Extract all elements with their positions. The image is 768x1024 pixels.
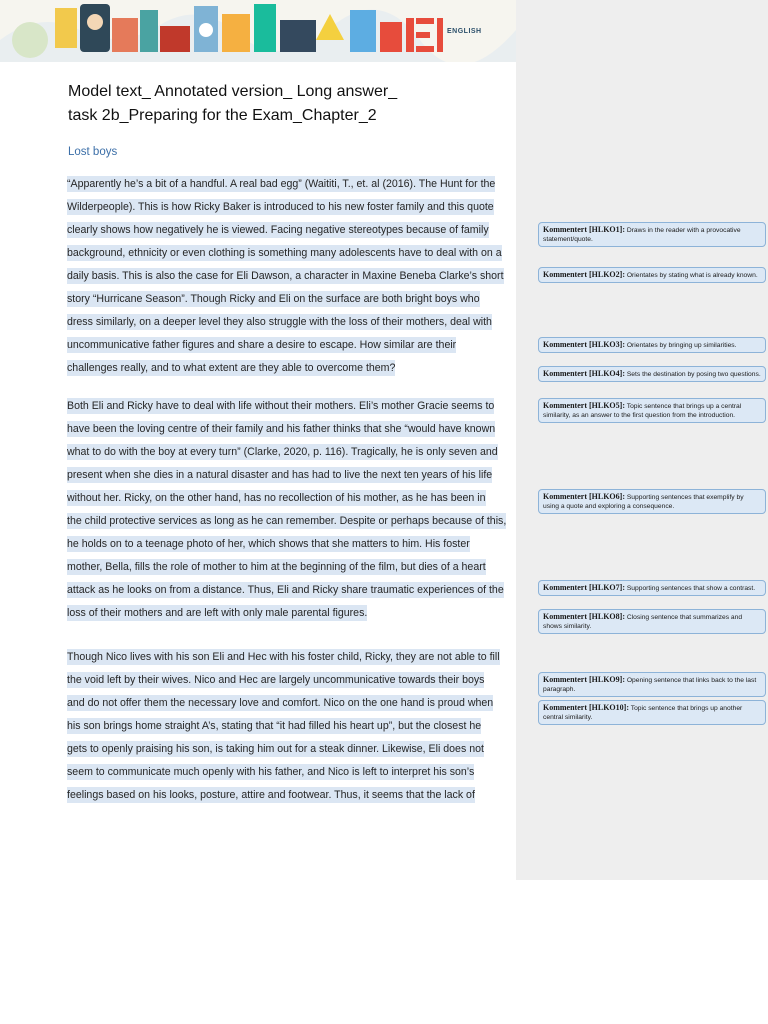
text-line: the void left by their wives. Nico and Hec are largely uncommunicative towards their boys (67, 674, 485, 686)
text-line: “Apparently he’s a bit of a handful. A real bad egg” (Waititi, T., et. al (2016). The Hunt for the (67, 178, 496, 190)
text-line: the child protective services as long as he can remember. Despite or perhaps because of this, (67, 515, 507, 527)
paragraph-2 (67, 395, 513, 625)
text-line: story “Hurricane Season”. Though Ricky and Eli on the surface are both bright boys who (67, 293, 480, 305)
text-line: gets to openly praising his son, is taking him out for a steak dinner. Likewise, Eli does not (67, 743, 484, 755)
document-subtitle: Lost boys (68, 146, 118, 158)
comment-box-hlko10[interactable] (538, 700, 766, 725)
document-title (68, 80, 508, 128)
title-line-2: task 2b_Preparing for the Exam_Chapter_2 (68, 107, 377, 124)
text-line: Both Eli and Ricky have to deal with life without their mothers. Eli’s mother Gracie seems to (67, 400, 495, 412)
comment-text: Topic sentence that brings up another central similarity. (543, 705, 743, 721)
text-line: have been the loving centre of their family and his father thinks that she “would have known (67, 423, 496, 435)
comment-box-hlko1[interactable] (538, 222, 766, 247)
comment-label: Kommentert [HLKO6]: (543, 492, 625, 501)
comment-box-hlko5[interactable] (538, 398, 766, 423)
text-line: loss of their mothers and are left with only male parental figures. (67, 607, 368, 619)
comment-box-hlko2[interactable] (538, 267, 766, 283)
comment-text: Sets the destination by posing two questions. (626, 371, 761, 378)
comment-text: Closing sentence that summarizes and shows similarity. (543, 614, 743, 630)
comment-text: Supporting sentences that exemplify by using a quote and exploring a consequence. (543, 494, 744, 510)
text-line: uncommunicative father figures and share a desire to escape. How similar are their (67, 339, 457, 351)
text-line: what to do with the boy at every turn” (Clarke, 2020, p. 116). Tragically, he is only seven and (67, 446, 498, 458)
comment-box-hlko9[interactable] (538, 672, 766, 697)
comment-box-hlko7[interactable] (538, 580, 766, 596)
comment-label: Kommentert [HLKO3]: (543, 340, 625, 349)
text-line: dress similarly, on a deeper level they also struggle with the loss of their mothers, deal with (67, 316, 492, 328)
text-line: background, ethnicity or even clothing is something many adolescents have to deal with on a (67, 247, 502, 259)
comment-box-hlko8[interactable] (538, 609, 766, 634)
header-banner (0, 0, 516, 62)
text-line: without her. Ricky, on the other hand, has no recollection of his mother, as he has been in (67, 492, 486, 504)
paragraph-3 (67, 646, 513, 807)
comment-box-hlko4[interactable] (538, 366, 766, 382)
comment-label: Kommentert [HLKO7]: (543, 583, 625, 592)
text-line: his son brings home straight A’s, stating that “it had filled his heart up”, but the closest he (67, 720, 482, 732)
comment-label: Kommentert [HLKO2]: (543, 270, 625, 279)
text-line: seem to communicate much openly with his father, and Nico is left to interpret his son’s (67, 766, 475, 778)
comment-text: Draws in the reader with a provocative statement/quote. (543, 227, 741, 243)
text-line: daily basis. This is also the case for Eli Dawson, a character in Maxine Beneba Clarke’s short (67, 270, 504, 282)
comment-text: Opening sentence that links back to the last paragraph. (543, 677, 757, 693)
comment-label: Kommentert [HLKO8]: (543, 612, 625, 621)
paragraph-1 (67, 173, 513, 380)
text-line: clearly shows how negatively he is viewed. Facing negative stereotypes because of family (67, 224, 489, 236)
text-line: present when she dies in a natural disaster and has had to live the next ten years of his life (67, 469, 493, 481)
text-line: he holds on to a teenage photo of her, which shows that she matters to him. His foster (67, 538, 470, 550)
banner-illustration (0, 0, 516, 62)
text-line: challenges really, and to what extent are they able to overcome them? (67, 362, 396, 374)
comment-label: Kommentert [HLKO5]: (543, 401, 625, 410)
comment-label: Kommentert [HLKO9]: (543, 675, 625, 684)
comment-label: Kommentert [HLKO1]: (543, 225, 625, 234)
text-line: Wilderpeople). This is how Ricky Baker is introduced to his new foster family and this quote (67, 201, 494, 213)
comment-box-hlko3[interactable] (538, 337, 766, 353)
comment-text: Topic sentence that brings up a central similarity, as an answer to the first question from the introduction. (543, 403, 742, 419)
brand-text: ENGLISH (447, 28, 482, 35)
text-line: and do not offer them the necessary love and comfort. Nico on the one hand is proud when (67, 697, 494, 709)
text-line: attack as he looks on from a distance. Thus, Eli and Ricky share traumatic experiences of the (67, 584, 504, 596)
comment-label: Kommentert [HLKO10]: (543, 703, 629, 712)
comment-text: Supporting sentences that show a contrast. (626, 585, 756, 592)
comment-text: Orientates by stating what is already known. (626, 272, 758, 279)
comment-pane (516, 0, 768, 880)
text-line: feelings based on his looks, posture, attire and footwear. Thus, it seems that the lack of (67, 789, 475, 801)
comment-label: Kommentert [HLKO4]: (543, 369, 625, 378)
comment-text: Orientates by bringing up similarities. (626, 342, 737, 349)
text-line: Though Nico lives with his son Eli and Hec with his foster child, Ricky, they are not able to fill (67, 651, 500, 663)
title-line-1: Model text_ Annotated version_ Long answer_ (68, 83, 398, 100)
text-line: mother, Bella, fills the role of mother to him at the beginning of the film, but dies of a heart (67, 561, 486, 573)
comment-box-hlko6[interactable] (538, 489, 766, 514)
